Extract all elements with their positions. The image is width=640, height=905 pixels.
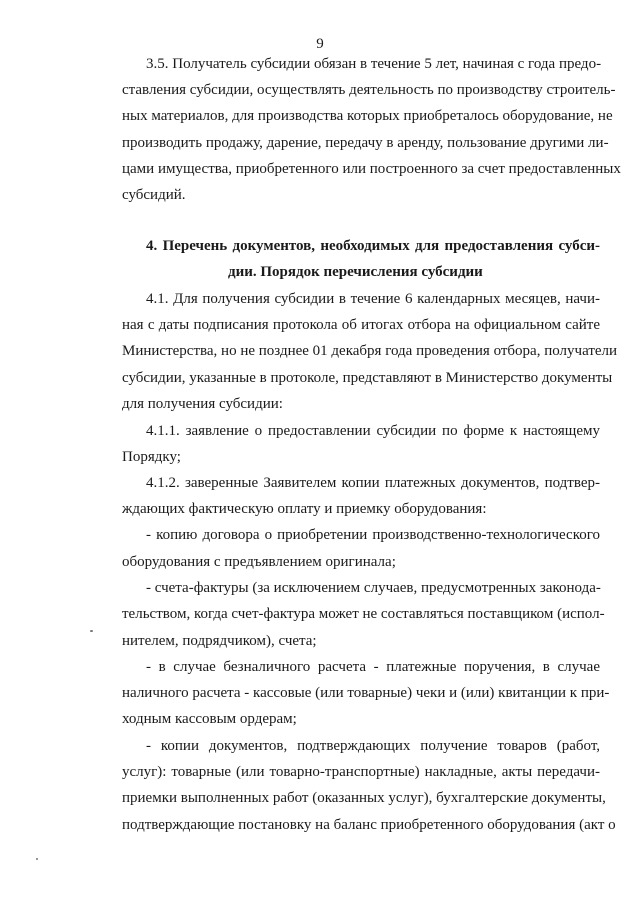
bullet-2-line-2: тельством, когда счет-фактура может не составляться поставщиком (испол- (122, 606, 605, 622)
bullet-4-line-4: подтверждающие постановку на баланс приобретенного оборудования (акт о (122, 817, 616, 833)
paragraph-3-5-line-6: субсидий. (122, 187, 186, 203)
section-4-heading-line-1: 4. Перечень документов, необходимых для предоставления субси- (146, 238, 600, 254)
paragraph-3-5-line-1: 3.5. Получатель субсидии обязан в течение 5 лет, начиная с года предо- (146, 56, 602, 72)
paragraph-4-1-line-5: для получения субсидии: (122, 396, 283, 412)
bullet-4-line-2: услуг): товарные (или товарно-транспортные) накладные, акты передачи- (122, 764, 600, 780)
bullet-1-line-1: - копию договора о приобретении производственно-технологического (146, 527, 600, 543)
bullet-4-line-3: приемки выполненных работ (оказанных услуг), бухгалтерские документы, (122, 790, 606, 806)
paragraph-3-5-line-3: ных материалов, для производства которых приобреталось оборудование, не (122, 108, 613, 124)
bullet-3-line-1: - в случае безналичного расчета - платежные поручения, в случае (146, 659, 600, 675)
bullet-4-line-1: - копии документов, подтверждающих получение товаров (работ, (146, 738, 600, 754)
paragraph-4-1-line-3: Министерства, но не позднее 01 декабря года проведения отбора, получатели (122, 343, 618, 359)
paragraph-4-1-1-line-2: Порядку; (122, 449, 181, 465)
paragraph-4-1-line-1: 4.1. Для получения субсидии в течение 6 календарных месяцев, начи- (146, 291, 600, 307)
bullet-2-line-3: нителем, подрядчиком), счета; (122, 633, 317, 649)
bullet-3-line-2: наличного расчета - кассовые (или товарные) чеки и (или) квитанции к при- (122, 685, 610, 701)
section-4-heading-line-2: дии. Порядок перечисления субсидии (228, 264, 483, 280)
paragraph-4-1-1-line-1: 4.1.1. заявление о предоставлении субсидии по форме к настоящему (146, 423, 600, 439)
paragraph-3-5-line-2: ставления субсидии, осуществлять деятельность по производству строитель- (122, 82, 616, 98)
bullet-2-line-1: - счета-фактуры (за исключением случаев, предусмотренных законода- (146, 580, 601, 596)
paragraph-4-1-line-2: ная с даты подписания протокола об итогах отбора на официальном сайте (122, 317, 600, 333)
scan-speck (90, 630, 93, 632)
bullet-1-line-2: оборудования с предъявлением оригинала; (122, 554, 396, 570)
paragraph-4-1-2-line-2: ждающих фактическую оплату и приемку оборудования: (122, 501, 487, 517)
paragraph-4-1-2-line-1: 4.1.2. заверенные Заявителем копии платежных документов, подтвер- (146, 475, 600, 491)
page-number: 9 (316, 36, 324, 52)
bullet-3-line-3: ходным кассовым ордерам; (122, 711, 297, 727)
paragraph-3-5-line-4: производить продажу, дарение, передачу в аренду, пользование другими ли- (122, 135, 609, 151)
scan-speck (36, 858, 38, 860)
paragraph-4-1-line-4: субсидии, указанные в протоколе, представляют в Министерство документы (122, 370, 613, 386)
paragraph-3-5-line-5: цами имущества, приобретенного или построенного за счет предоставленных (122, 161, 621, 177)
